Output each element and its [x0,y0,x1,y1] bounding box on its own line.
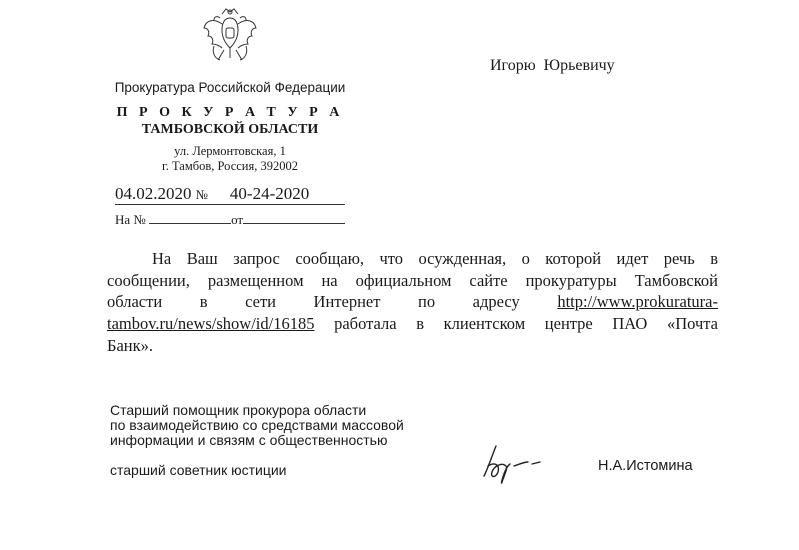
document-number: 40-24-2020 [229,184,310,203]
letter-body [107,248,718,357]
organization-name-line1: П Р О К У Р А Т У Р А [116,105,344,120]
news-link-part2[interactable]: tambov.ru/news/show/id/16185 [107,314,315,334]
signatory-name: Н.А.Истомина [598,458,693,474]
reference-date-blank [243,211,345,224]
news-link-part1[interactable]: http://www.prokuratura- [557,292,718,312]
body-text: работала в клиентском центре ПАО «Почта [334,314,718,334]
position-line: по взаимодействию со средствами массовой [110,417,404,433]
body-line [107,313,718,335]
document-date-number-line [115,184,345,205]
position-line: Старший помощник прокурора области [110,402,367,418]
reference-number-blank [149,211,231,224]
body-line: На Ваш запрос сообщаю, что осужденная, о которой идет речь в [152,249,718,268]
body-line [107,291,718,313]
address-street: ул. Лермонтовская, 1 [174,144,286,158]
body-text: области в сети Интернет по адресу [107,292,520,312]
reference-label: На № [115,212,146,227]
recipient-name: Игорю Юрьевичу [490,57,615,74]
position-line: информации и связям с общественностью [110,432,388,448]
organization-parent-name: Прокуратура Российской Федерации [114,80,346,95]
reference-from-label: от [231,212,244,227]
document-date: 04.02.2020 [115,184,192,203]
organization-address [100,144,360,174]
reference-line [115,211,345,228]
handwritten-signature [478,440,558,488]
organization-name-line2: ТАМБОВСКОЙ ОБЛАСТИ [141,122,319,137]
signatory-position [110,403,404,448]
body-line: Банк». [107,335,154,355]
russian-coat-of-arms-emblem [200,6,260,68]
body-line: сообщении, размещенном на официальном сайте прокуратуры Тамбовской [107,270,718,290]
number-sign: № [195,187,208,202]
organization-name [100,104,360,138]
address-city: г. Тамбов, Россия, 392002 [162,159,298,173]
signatory-rank: старший советник юстиции [110,462,287,478]
